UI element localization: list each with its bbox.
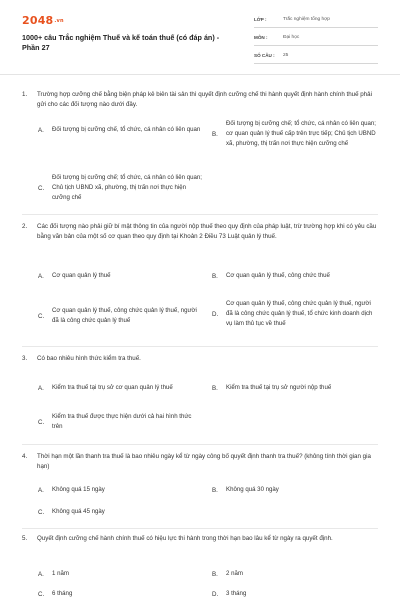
option-letter: C.: [38, 590, 45, 598]
option-letter: B.: [212, 486, 218, 494]
option-a[interactable]: [38, 568, 208, 580]
option-text: Đối tượng bị cưỡng chế; tổ chức, cá nhân có liên quan; cơ quan quản lý thuế cấp trên trực tiếp; Chủ tịch UBND xã, phường, thị trấn nơi thực hiện cưỡng chế: [226, 120, 376, 147]
page-header: [0, 0, 400, 72]
meta-row-class: [254, 14, 378, 28]
logo-main: 2048: [22, 14, 54, 27]
question-number: 4.: [22, 453, 28, 460]
option-a[interactable]: [38, 114, 208, 146]
question-text: Quyết định cưỡng chế hành chính thuế có hiệu lực thi hành trong thời hạn bao lâu kể từ ngày ra quyết định.: [37, 535, 333, 542]
option-text: 1 năm: [52, 570, 69, 577]
site-logo[interactable]: [22, 14, 64, 27]
question-separator: [22, 214, 378, 215]
question-text: Các đối tượng nào phải giữ bí mật thông tin của người nộp thuế theo quy định của pháp luật, trừ trường hợp khi có yêu cầu bằng văn bản của một số cơ quan theo quy định tại Khoản 2 Điều 73 Luật quản lý thuế.: [37, 223, 377, 240]
meta-label: MÔN :: [254, 35, 268, 40]
option-text: Đối tượng bị cưỡng chế; tổ chức, cá nhân có liên quan; Chủ tịch UBND xã, phường, thị trấn nơi thực hiện cưỡng chế: [52, 174, 202, 201]
option-b[interactable]: [212, 112, 382, 156]
meta-row-count: [254, 50, 378, 64]
page-title: 1000+ câu Trắc nghiệm Thuế và kế toán thuế (có đáp án) - Phần 27: [22, 33, 220, 52]
option-letter: A.: [38, 384, 44, 392]
quiz-meta: [254, 14, 378, 68]
option-letter: B.: [212, 272, 218, 280]
option-b[interactable]: [212, 568, 382, 580]
option-text: Không quá 30 ngày: [226, 486, 279, 493]
option-letter: C.: [38, 312, 45, 320]
option-letter: D.: [212, 310, 219, 318]
question-separator: [22, 346, 378, 347]
option-b[interactable]: [212, 270, 382, 282]
option-letter: A.: [38, 570, 44, 578]
option-text: Không quá 45 ngày: [52, 508, 105, 515]
option-c[interactable]: [38, 410, 208, 434]
header-divider: [0, 74, 400, 75]
option-text: Kiểm tra thuế được thực hiện dưới cả hai hình thức trên: [52, 413, 192, 430]
option-letter: B.: [212, 570, 218, 578]
question-separator: [22, 444, 378, 445]
option-letter: C.: [38, 184, 45, 192]
option-text: Kiểm tra thuế tại trụ sở người nộp thuế: [226, 384, 332, 391]
question-number: 2.: [22, 223, 28, 230]
option-text: 6 tháng: [52, 590, 73, 597]
question-number: 1.: [22, 91, 28, 98]
question-text: Trường hợp cưỡng chế bằng biện pháp kê biên tài sản thì quyết định cưỡng chế thi hành quyết định hành chính thuế phải gửi cho các đối tượng nào dưới đây.: [37, 91, 372, 108]
option-text: Cơ quan quản lý thuế, công chức thuế: [226, 272, 330, 279]
meta-label: LỚP :: [254, 17, 267, 22]
option-b[interactable]: [212, 484, 382, 496]
option-text: Không quá 15 ngày: [52, 486, 105, 493]
option-c[interactable]: [38, 506, 208, 518]
option-letter: A.: [38, 486, 44, 494]
option-text: Cơ quan quản lý thuế, công chức quản lý thuế, người đã là công chức quản lý thuế: [52, 307, 197, 324]
option-text: 2 năm: [226, 570, 243, 577]
meta-label: SỐ CÂU :: [254, 53, 275, 58]
option-d[interactable]: [212, 588, 382, 600]
option-text: Cơ quan quản lý thuế, công chức quản lý thuế, người đã là công chức quản lý thuế, tổ chức kinh doanh dịch vụ làm thủ tục về thuế: [226, 300, 373, 327]
meta-value: 25: [283, 53, 289, 58]
option-letter: C.: [38, 508, 45, 516]
option-text: 3 tháng: [226, 590, 247, 597]
logo-suffix: .vn: [54, 18, 64, 24]
option-letter: A.: [38, 272, 44, 280]
question-number: 3.: [22, 355, 28, 362]
question-separator: [22, 528, 378, 529]
meta-row-subject: [254, 32, 378, 46]
option-d[interactable]: [212, 292, 382, 336]
option-a[interactable]: [38, 376, 208, 400]
option-c[interactable]: [38, 304, 208, 328]
option-letter: D.: [212, 590, 219, 598]
question-number: 5.: [22, 535, 28, 542]
option-text: Cơ quan quản lý thuế: [52, 272, 111, 279]
option-letter: B.: [212, 130, 218, 138]
option-c[interactable]: [38, 172, 208, 204]
option-text: Kiểm tra thuế tại trụ sở cơ quan quản lý thuế: [52, 384, 173, 391]
meta-value: Đại học: [283, 35, 300, 40]
meta-value: Trắc nghiệm tổng hợp: [283, 17, 330, 22]
option-c[interactable]: [38, 588, 208, 600]
option-a[interactable]: [38, 484, 208, 496]
option-letter: A.: [38, 126, 44, 134]
option-b[interactable]: [212, 382, 382, 394]
option-text: Đối tượng bị cưỡng chế, tổ chức, cá nhân có liên quan: [52, 126, 201, 133]
question-text: Có bao nhiêu hình thức kiểm tra thuế.: [37, 355, 141, 362]
question-text: Thời hạn một lần thanh tra thuế là bao nhiêu ngày kể từ ngày công bố quyết định thanh tra thuế? (không tính thời gian gia hạn): [37, 453, 371, 470]
option-letter: B.: [212, 384, 218, 392]
option-a[interactable]: [38, 270, 208, 282]
option-letter: C.: [38, 418, 45, 426]
